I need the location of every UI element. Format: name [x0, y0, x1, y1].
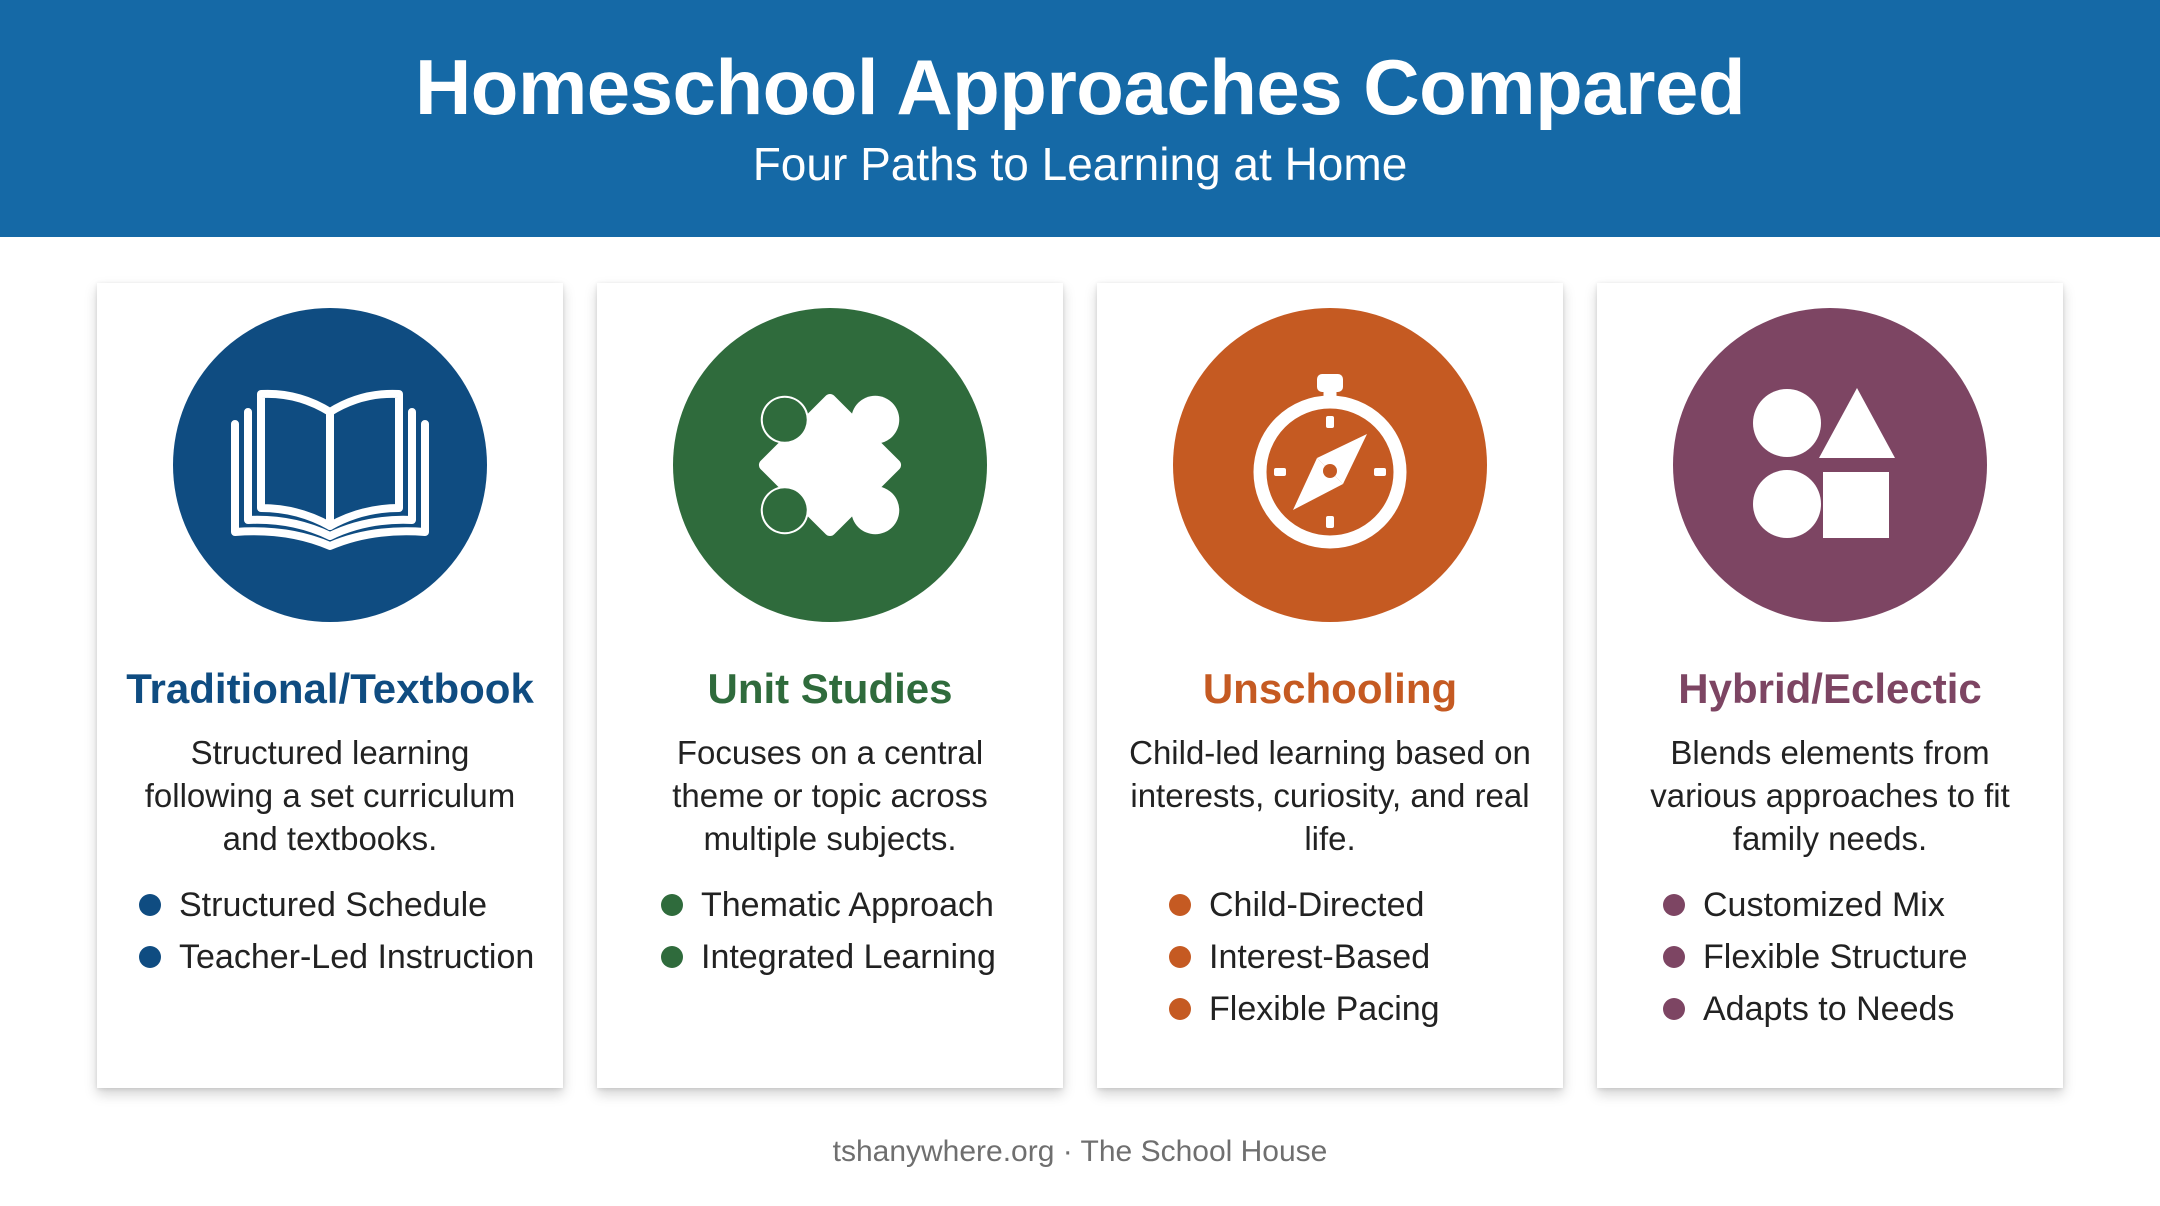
page-title: Homeschool Approaches Compared	[414, 43, 1746, 131]
list-item	[1663, 879, 1968, 931]
card-title: Hybrid/Eclectic	[1678, 665, 1982, 712]
feature-list	[661, 879, 996, 983]
list-item	[1663, 983, 1968, 1035]
feature-list	[1663, 879, 1968, 1035]
card-description: Structured learning following a set curriculum and textbooks.	[144, 734, 516, 857]
bullet-dot-icon	[661, 946, 683, 968]
bullet-label: Thematic Approach	[701, 885, 994, 924]
bullet-dot-icon	[1663, 998, 1685, 1020]
card-icon-circle	[1673, 308, 1987, 622]
list-item	[661, 879, 996, 931]
bullet-dot-icon	[1663, 894, 1685, 916]
list-item	[1169, 983, 1440, 1035]
bullet-dot-icon	[1169, 946, 1191, 968]
page-subtitle: Four Paths to Learning at Home	[752, 138, 1408, 190]
feature-list	[139, 879, 534, 983]
bullet-dot-icon	[139, 894, 161, 916]
bullet-label: Flexible Structure	[1703, 937, 1968, 976]
bullet-dot-icon	[1663, 946, 1685, 968]
card-icon-circle	[173, 308, 487, 622]
bullet-dot-icon	[1169, 998, 1191, 1020]
open-book-icon	[173, 308, 487, 622]
card-icon-circle	[673, 308, 987, 622]
bullet-label: Customized Mix	[1703, 885, 1945, 924]
list-item	[1663, 931, 1968, 983]
compass-icon	[1173, 308, 1487, 622]
bullet-dot-icon	[1169, 894, 1191, 916]
card-description: Child-led learning based on interests, curiosity, and real life.	[1129, 734, 1531, 857]
bullet-label: Structured Schedule	[179, 885, 488, 924]
bullet-label: Flexible Pacing	[1209, 989, 1440, 1028]
bullet-label: Adapts to Needs	[1703, 989, 1955, 1028]
card-title: Unschooling	[1202, 665, 1458, 712]
card-icon-circle	[1173, 308, 1487, 622]
list-item	[139, 879, 534, 931]
shapes-icon	[1673, 308, 1987, 622]
card-description: Focuses on a central theme or topic across multiple subjects.	[672, 734, 988, 857]
puzzle-piece-icon	[673, 308, 987, 622]
card-title: Traditional/Textbook	[126, 665, 534, 712]
list-item	[661, 931, 996, 983]
bullet-label: Child-Directed	[1209, 885, 1425, 924]
bullet-dot-icon	[661, 894, 683, 916]
feature-list	[1169, 879, 1440, 1035]
bullet-dot-icon	[139, 946, 161, 968]
list-item	[1169, 879, 1440, 931]
bullet-label: Integrated Learning	[701, 937, 996, 976]
card-title: Unit Studies	[707, 665, 953, 712]
list-item	[1169, 931, 1440, 983]
approach-card-traditional	[97, 283, 563, 1088]
card-description: Blends elements from various approaches to fit family needs.	[1650, 734, 2010, 857]
bullet-label: Teacher-Led Instruction	[179, 937, 535, 976]
header-banner	[0, 0, 2160, 237]
approach-card-hybrid	[1597, 283, 2063, 1088]
bullet-label: Interest-Based	[1209, 937, 1431, 976]
approach-card-unit-studies	[597, 283, 1063, 1088]
approach-card-unschooling	[1097, 283, 1563, 1088]
list-item	[139, 931, 534, 983]
source-credit: tshanywhere.org · The School House	[832, 1135, 1328, 1168]
